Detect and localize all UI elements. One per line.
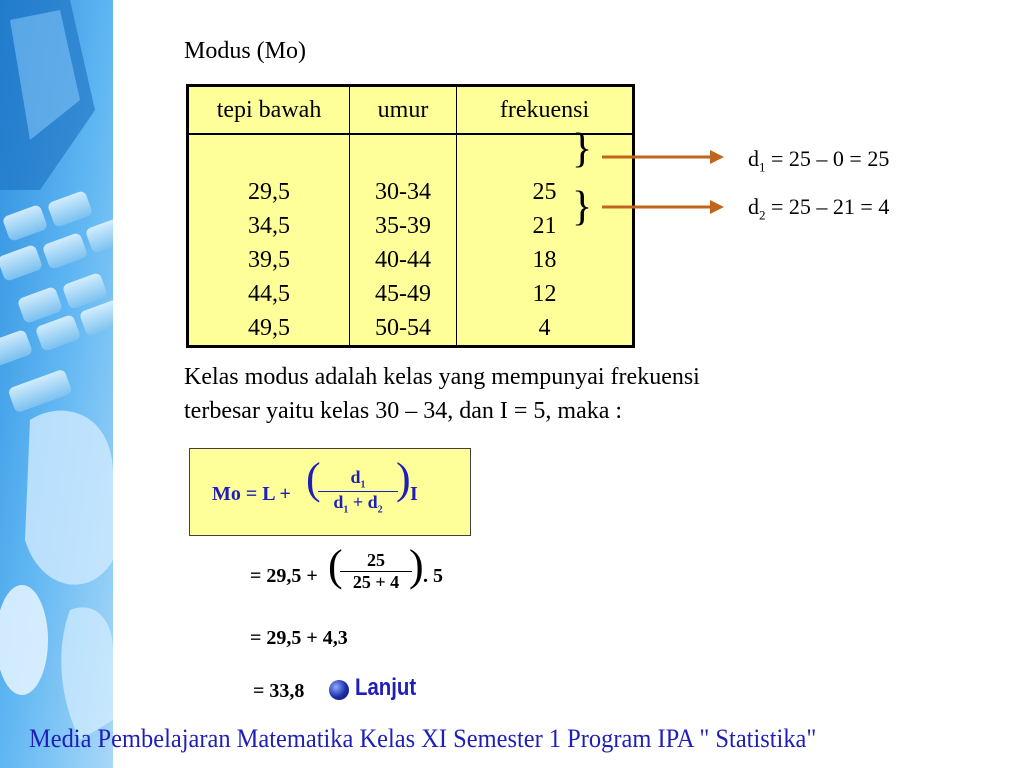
next-bullet-icon[interactable] bbox=[329, 680, 349, 700]
arrow-d2-head bbox=[710, 200, 724, 214]
calc-step-1-prefix: = 29,5 + bbox=[250, 565, 318, 587]
brace-d2: } bbox=[572, 184, 593, 230]
mode-formula-box bbox=[189, 448, 471, 536]
brace-d1: } bbox=[572, 126, 593, 172]
column-header-frekuensi: frekuensi bbox=[457, 86, 634, 135]
calc-numerator: 25 bbox=[340, 550, 412, 572]
d2-expression: = 25 – 21 = 4 bbox=[765, 194, 890, 219]
decorative-sidebar-image bbox=[0, 0, 113, 768]
column-header-tepi-bawah: tepi bawah bbox=[188, 86, 350, 135]
footer-caption: Media Pembelajaran Matematika Kelas XI Semester 1 Program IPA " Statistika" bbox=[29, 724, 817, 753]
calc-denominator: 25 + 4 bbox=[352, 572, 400, 592]
numerator-subscript: 1 bbox=[360, 479, 366, 491]
calc-fraction bbox=[340, 550, 412, 593]
calc-step-3-result: = 33,8 bbox=[253, 680, 305, 702]
denominator-a-symbol: d bbox=[333, 491, 344, 512]
explanation-line-2: terbesar yaitu kelas 30 – 34, dan I = 5, maka : bbox=[184, 398, 623, 424]
formula-lhs: Mo = L + bbox=[212, 483, 291, 505]
column-header-umur: umur bbox=[350, 86, 457, 135]
arrows-graphic bbox=[598, 145, 728, 220]
denominator-plus: + bbox=[348, 491, 368, 512]
tepi-bawah-values: 29,5 34,5 39,5 44,5 49,5 bbox=[188, 134, 350, 347]
d2-subscript: 2 bbox=[759, 207, 766, 223]
explanation-line-1: Kelas modus adalah kelas yang mempunyai frekuensi bbox=[184, 364, 700, 390]
table-header-row bbox=[188, 86, 634, 135]
denominator-b-subscript: 2 bbox=[377, 504, 383, 516]
formula-numerator bbox=[318, 467, 398, 492]
arrow-d1-head bbox=[710, 150, 724, 164]
frequency-table bbox=[186, 84, 635, 348]
d1-symbol: d bbox=[748, 146, 759, 171]
formula-left-paren: ( bbox=[306, 454, 321, 503]
slide-title: Modus (Mo) bbox=[184, 38, 307, 64]
d1-equation bbox=[748, 146, 889, 175]
umur-values: 30-34 35-39 40-44 45-49 50-54 bbox=[350, 134, 457, 347]
numerator-symbol: d bbox=[350, 467, 361, 487]
d1-subscript: 1 bbox=[759, 159, 766, 175]
d2-symbol: d bbox=[748, 194, 759, 219]
frekuensi-values: 25 21 18 12 4 bbox=[457, 134, 634, 347]
d2-equation bbox=[748, 194, 889, 223]
denominator-a-subscript: 1 bbox=[343, 504, 349, 516]
table-data-row bbox=[188, 134, 634, 347]
calc-left-paren: ( bbox=[328, 541, 343, 590]
formula-right-paren: ) bbox=[396, 454, 411, 503]
d1-expression: = 25 – 0 = 25 bbox=[765, 146, 890, 171]
formula-interval: I bbox=[410, 483, 418, 505]
calc-step-1-suffix: . 5 bbox=[423, 565, 443, 587]
formula-denominator bbox=[318, 492, 398, 516]
keyboard-mouse-illustration bbox=[0, 0, 113, 768]
denominator-b-symbol: d bbox=[367, 491, 378, 512]
formula-fraction bbox=[318, 467, 398, 515]
calc-step-2: = 29,5 + 4,3 bbox=[250, 627, 348, 649]
next-link[interactable]: Lanjut bbox=[355, 674, 417, 701]
calc-right-paren: ) bbox=[409, 541, 424, 590]
